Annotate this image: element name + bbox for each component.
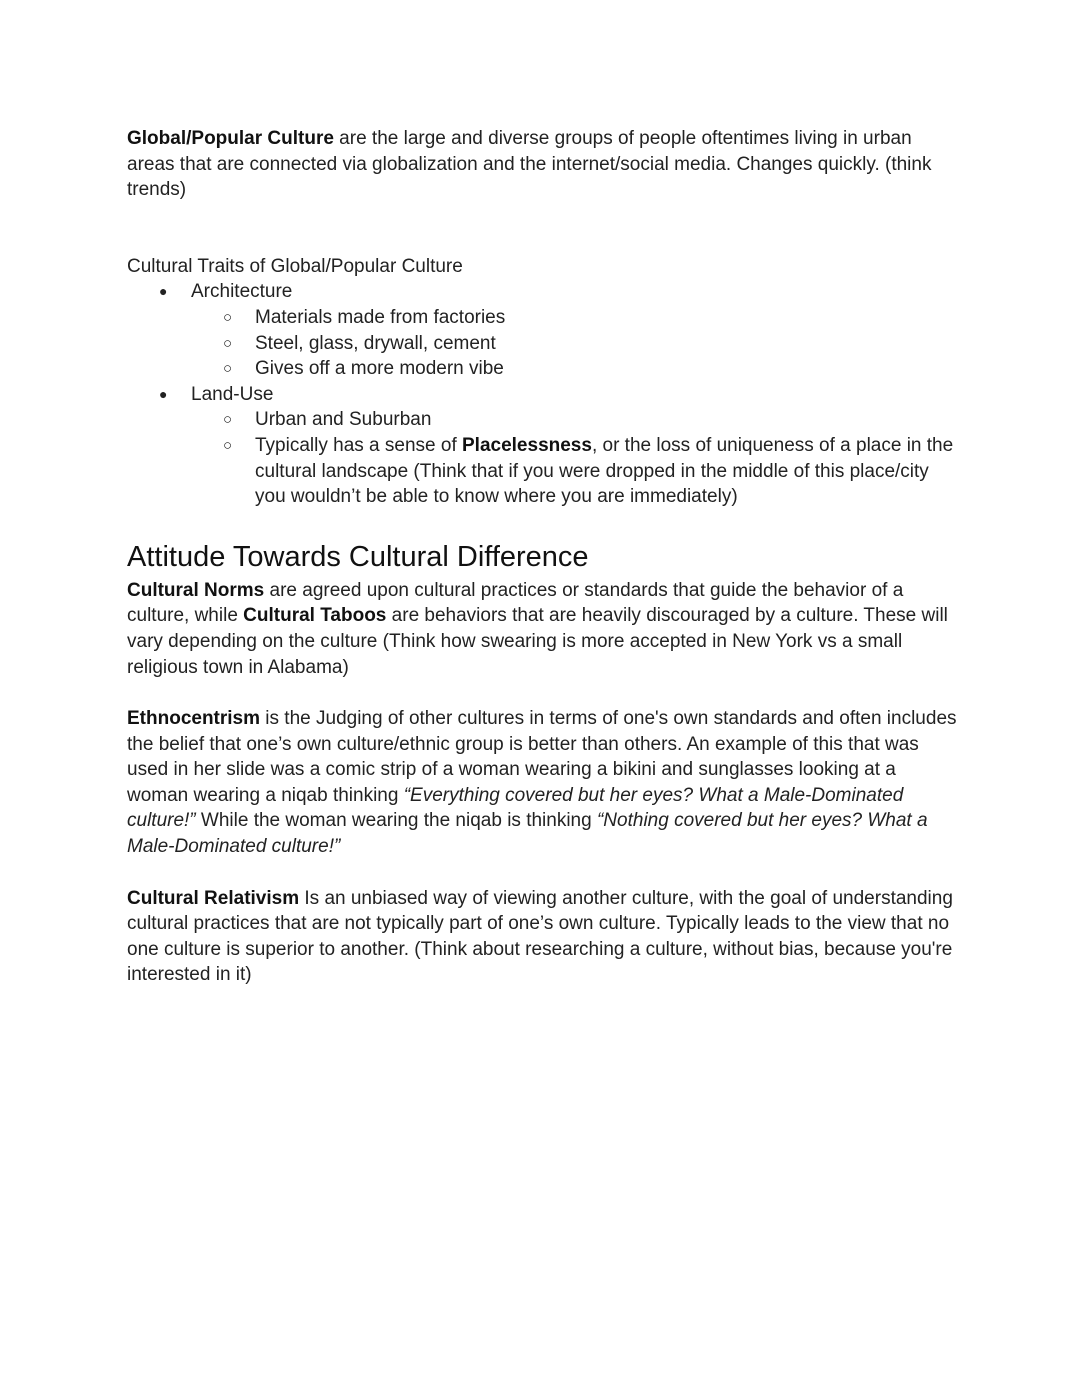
term-cultural-norms: Cultural Norms [127,579,265,601]
norms-paragraph: Cultural Norms are agreed upon cultural practices or standards that guide the behavior of a culture, while Cultural Taboos are behaviors that are heavily discouraged by a culture. These will vary depending on the culture (Think how swearing is more accepted in New York vs a small religious town in Alabama) [127,579,948,678]
architecture-sublist [191,305,957,382]
sub-list-item-placelessness: ○ Typically has a sense of Placelessness, or the loss of uniqueness of a place in the cultural landscape (Think that if you were dropped in the middle of this place/city you wouldn’t be able to know where you are immediately) [223,434,954,508]
filled-bullet-icon: ● [159,385,168,402]
document-page [127,126,957,988]
sub-list-item: ○ Materials made from factories [191,305,957,331]
term-global-popular-culture: Global/Popular Culture [127,128,334,149]
term-placelessness: Placelessness [462,434,592,456]
hollow-bullet-icon: ○ [223,334,233,352]
traits-list [127,279,957,509]
list-item-land-use [127,382,957,510]
sub-list-item: ○ Gives off a more modern vibe [191,356,957,382]
term-cultural-taboos: Cultural Taboos [243,605,387,627]
section-heading: Attitude Towards Cultural Difference [127,540,589,573]
term-ethnocentrism: Ethnocentrism [127,708,261,730]
hollow-bullet-icon: ○ [223,308,233,326]
term-cultural-relativism: Cultural Relativism [127,887,300,909]
global-culture-paragraph [127,126,957,203]
hollow-bullet-icon: ○ [223,411,233,429]
filled-bullet-icon: ● [159,283,168,300]
quote-niqab-woman: “Nothing covered but her eyes? What a Male-Dominated culture!” [127,810,928,858]
global-culture-definition: are the large and diverse groups of people oftentimes living in urban areas that are connected via globalization and the internet/social media. Changes quickly. (think trends) [127,128,932,201]
sub-list-item: ○ Urban and Suburban [191,407,957,433]
ethnocentrism-paragraph: Ethnocentrism is the Judging of other cultures in terms of one's own standards and often includes the belief that one’s own culture/ethnic group is better than others. An example of this that was used in her slide was a comic strip of a woman wearing a bikini and sunglasses looking at a woman wearing a niqab thinking “Everything covered but her eyes? What a Male-Dominated culture!” While the woman wearing the niqab is thinking “Nothing covered but her eyes? What a Male-Dominated culture!” [127,708,957,858]
relativism-paragraph: Cultural Relativism Is an unbiased way of viewing another culture, with the goal of understanding cultural practices that are not typically part of one’s own culture. Typically leads to the view that no one culture is superior to another. (Think about researching a culture, without bias, because you're interested in it) [127,887,953,986]
list-item-architecture [127,279,957,381]
list-item-label: Architecture [191,281,293,303]
hollow-bullet-icon: ○ [223,436,233,454]
land-use-sublist [191,407,957,509]
sub-list-item: ○ Steel, glass, drywall, cement [191,331,957,357]
quote-bikini-woman: “Everything covered but her eyes? What a Male-Dominated culture!” [127,784,904,832]
hollow-bullet-icon: ○ [223,360,233,378]
traits-heading: Cultural Traits of Global/Popular Culture [127,255,463,277]
list-item-label: Land-Use [191,383,274,405]
